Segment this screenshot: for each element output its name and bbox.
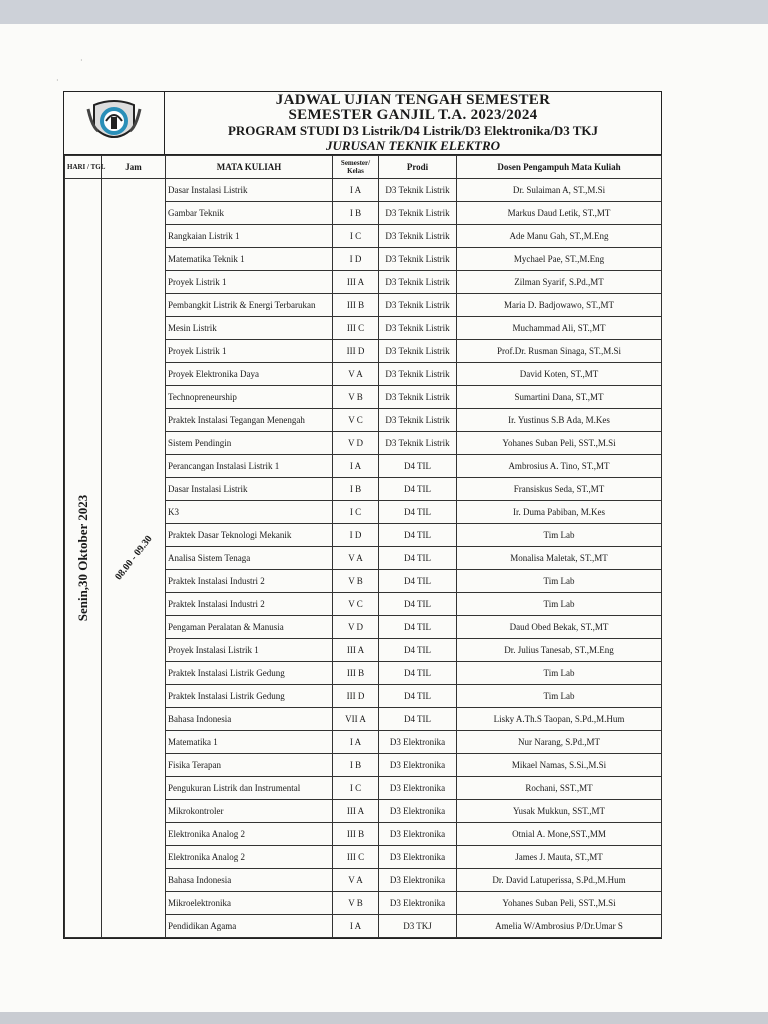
course-name: Mesin Listrik <box>166 317 333 340</box>
class: I B <box>333 202 379 225</box>
lecturer: Maria D. Badjowawo, ST.,MT <box>457 294 662 317</box>
lecturer: Tim Lab <box>457 524 662 547</box>
col-header-semester: Semester/ Kelas <box>333 156 379 179</box>
class: I D <box>333 248 379 271</box>
class: V D <box>333 616 379 639</box>
lecturer: Mikael Namas, S.Si.,M.Si <box>457 754 662 777</box>
class: V B <box>333 892 379 915</box>
study-program: D3 Teknik Listrik <box>379 179 457 202</box>
course-name: Bahasa Indonesia <box>166 708 333 731</box>
study-program: D4 TIL <box>379 708 457 731</box>
lecturer: Ir. Duma Pabiban, M.Kes <box>457 501 662 524</box>
course-name: Praktek Dasar Teknologi Mekanik <box>166 524 333 547</box>
course-name: Sistem Pendingin <box>166 432 333 455</box>
study-program: D3 Elektronika <box>379 731 457 754</box>
class: V B <box>333 570 379 593</box>
day-cell <box>65 179 102 938</box>
title-line-2: SEMESTER GANJIL T.A. 2023/2024 <box>288 107 538 123</box>
class: III A <box>333 800 379 823</box>
study-program: D4 TIL <box>379 570 457 593</box>
study-program: D3 Elektronika <box>379 892 457 915</box>
lecturer: Ambrosius A. Tino, ST.,MT <box>457 455 662 478</box>
lecturer: Yohanes Suban Peli, SST.,M.Si <box>457 892 662 915</box>
class: I A <box>333 915 379 938</box>
course-name: Proyek Listrik 1 <box>166 271 333 294</box>
course-name: Pendidikan Agama <box>166 915 333 938</box>
course-name: Praktek Instalasi Listrik Gedung <box>166 685 333 708</box>
study-program: D4 TIL <box>379 524 457 547</box>
lecturer: Mychael Pae, ST.,M.Eng <box>457 248 662 271</box>
study-program: D3 TKJ <box>379 915 457 938</box>
study-program: D3 Elektronika <box>379 800 457 823</box>
study-program: D3 Elektronika <box>379 777 457 800</box>
lecturer: Dr. Julius Tanesab, ST.,M.Eng <box>457 639 662 662</box>
lecturer: Zilman Syarif, S.Pd.,MT <box>457 271 662 294</box>
study-program: D3 Elektronika <box>379 846 457 869</box>
lecturer: David Koten, ST.,MT <box>457 363 662 386</box>
title-line-1: JADWAL UJIAN TENGAH SEMESTER <box>275 92 551 108</box>
course-name: Proyek Listrik 1 <box>166 340 333 363</box>
class: V B <box>333 386 379 409</box>
study-program: D3 Teknik Listrik <box>379 317 457 340</box>
lecturer: Yohanes Suban Peli, SST.,M.Si <box>457 432 662 455</box>
class: I C <box>333 225 379 248</box>
lecturer: Yusak Mukkun, SST.,MT <box>457 800 662 823</box>
lecturer: Ade Manu Gah, ST.,M.Eng <box>457 225 662 248</box>
col-header-prodi: Prodi <box>379 156 457 179</box>
time-cell <box>102 179 166 938</box>
lecturer: Amelia W/Ambrosius P/Dr.Umar S <box>457 915 662 938</box>
course-name: Praktek Instalasi Listrik Gedung <box>166 662 333 685</box>
course-name: Proyek Elektronika Daya <box>166 363 333 386</box>
study-program: D3 Teknik Listrik <box>379 432 457 455</box>
study-program: D4 TIL <box>379 501 457 524</box>
class: I C <box>333 777 379 800</box>
study-program: D4 TIL <box>379 662 457 685</box>
title-block <box>165 92 661 154</box>
course-name: Dasar Instalasi Listrik <box>166 478 333 501</box>
table-row <box>65 179 662 202</box>
class: I A <box>333 455 379 478</box>
class: III D <box>333 685 379 708</box>
institution-logo-icon <box>84 97 144 149</box>
scan-top-edge <box>0 0 768 24</box>
study-program: D3 Elektronika <box>379 754 457 777</box>
document-header <box>64 92 661 155</box>
study-program: D4 TIL <box>379 478 457 501</box>
col-header-dosen: Dosen Pengampuh Mata Kuliah <box>457 156 662 179</box>
exam-time: 08.00 - 09.30 <box>112 533 155 583</box>
course-name: Praktek Instalasi Industri 2 <box>166 570 333 593</box>
study-program: D4 TIL <box>379 455 457 478</box>
lecturer: Tim Lab <box>457 570 662 593</box>
course-name: Pengukuran Listrik dan Instrumental <box>166 777 333 800</box>
scan-speck: · <box>56 76 59 85</box>
course-name: Praktek Instalasi Tegangan Menengah <box>166 409 333 432</box>
class: III B <box>333 823 379 846</box>
exam-day: Senin,30 Oktober 2023 <box>75 494 90 622</box>
study-program: D3 Teknik Listrik <box>379 340 457 363</box>
class: III B <box>333 294 379 317</box>
course-name: Perancangan Instalasi Listrik 1 <box>166 455 333 478</box>
class: I A <box>333 179 379 202</box>
course-name: Gambar Teknik <box>166 202 333 225</box>
class: VII A <box>333 708 379 731</box>
lecturer: Dr. David Latuperissa, S.Pd.,M.Hum <box>457 869 662 892</box>
title-line-4: JURUSAN TEKNIK ELEKTRO <box>325 138 501 153</box>
study-program: D3 Elektronika <box>379 869 457 892</box>
class: I B <box>333 478 379 501</box>
course-name: Mikrokontroler <box>166 800 333 823</box>
class: V D <box>333 432 379 455</box>
course-name: Technopreneurship <box>166 386 333 409</box>
course-name: Elektronika Analog 2 <box>166 823 333 846</box>
study-program: D4 TIL <box>379 639 457 662</box>
class: I C <box>333 501 379 524</box>
class: I A <box>333 731 379 754</box>
class: V A <box>333 869 379 892</box>
course-name: Praktek Instalasi Industri 2 <box>166 593 333 616</box>
class: V A <box>333 363 379 386</box>
lecturer: Monalisa Maletak, ST.,MT <box>457 547 662 570</box>
logo-cell <box>64 92 165 154</box>
course-name: Matematika 1 <box>166 731 333 754</box>
schedule-body <box>65 179 662 938</box>
exam-schedule-document <box>63 91 662 939</box>
class: III A <box>333 639 379 662</box>
course-name: K3 <box>166 501 333 524</box>
course-name: Rangkaian Listrik 1 <box>166 225 333 248</box>
course-name: Dasar Instalasi Listrik <box>166 179 333 202</box>
lecturer: Otnial A. Mone,SST.,MM <box>457 823 662 846</box>
class: V C <box>333 409 379 432</box>
lecturer: Tim Lab <box>457 685 662 708</box>
lecturer: Markus Daud Letik, ST.,MT <box>457 202 662 225</box>
study-program: D3 Teknik Listrik <box>379 248 457 271</box>
class: III D <box>333 340 379 363</box>
course-name: Pembangkit Listrik & Energi Terbarukan <box>166 294 333 317</box>
study-program: D3 Elektronika <box>379 823 457 846</box>
course-name: Pengaman Peralatan & Manusia <box>166 616 333 639</box>
class: III A <box>333 271 379 294</box>
lecturer: Sumartini Dana, ST.,MT <box>457 386 662 409</box>
table-header-row <box>65 156 662 179</box>
course-name: Fisika Terapan <box>166 754 333 777</box>
lecturer: Lisky A.Th.S Taopan, S.Pd.,M.Hum <box>457 708 662 731</box>
study-program: D4 TIL <box>379 593 457 616</box>
study-program: D3 Teknik Listrik <box>379 363 457 386</box>
schedule-table <box>64 155 662 938</box>
class: I D <box>333 524 379 547</box>
lecturer: Muchammad Ali, ST.,MT <box>457 317 662 340</box>
scan-speck: · <box>80 56 83 65</box>
col-header-hari: HARI / TGL <box>65 156 102 179</box>
study-program: D4 TIL <box>379 547 457 570</box>
study-program: D3 Teknik Listrik <box>379 202 457 225</box>
class: V A <box>333 547 379 570</box>
lecturer: Tim Lab <box>457 593 662 616</box>
course-name: Mikroelektronika <box>166 892 333 915</box>
course-name: Bahasa Indonesia <box>166 869 333 892</box>
class: I B <box>333 754 379 777</box>
class: III C <box>333 317 379 340</box>
study-program: D3 Teknik Listrik <box>379 386 457 409</box>
lecturer: Nur Narang, S.Pd.,MT <box>457 731 662 754</box>
class: III B <box>333 662 379 685</box>
lecturer: Daud Obed Bekak, ST.,MT <box>457 616 662 639</box>
lecturer: Dr. Sulaiman A, ST.,M.Si <box>457 179 662 202</box>
scan-bottom-edge <box>0 1012 768 1024</box>
lecturer: James J. Mauta, ST.,MT <box>457 846 662 869</box>
study-program: D3 Teknik Listrik <box>379 409 457 432</box>
course-name: Elektronika Analog 2 <box>166 846 333 869</box>
col-header-mata-kuliah: MATA KULIAH <box>166 156 333 179</box>
study-program: D4 TIL <box>379 616 457 639</box>
study-program: D3 Teknik Listrik <box>379 225 457 248</box>
title-line-3: PROGRAM STUDI D3 Listrik/D4 Listrik/D3 Elektronika/D3 TKJ <box>227 123 599 138</box>
lecturer: Prof.Dr. Rusman Sinaga, ST.,M.Si <box>457 340 662 363</box>
course-name: Matematika Teknik 1 <box>166 248 333 271</box>
study-program: D3 Teknik Listrik <box>379 271 457 294</box>
lecturer: Tim Lab <box>457 662 662 685</box>
col-header-jam: Jam <box>102 156 166 179</box>
lecturer: Ir. Yustinus S.B Ada, M.Kes <box>457 409 662 432</box>
study-program: D4 TIL <box>379 685 457 708</box>
study-program: D3 Teknik Listrik <box>379 294 457 317</box>
course-name: Proyek Instalasi Listrik 1 <box>166 639 333 662</box>
class: III C <box>333 846 379 869</box>
lecturer: Rochani, SST.,MT <box>457 777 662 800</box>
lecturer: Fransiskus Seda, ST.,MT <box>457 478 662 501</box>
class: V C <box>333 593 379 616</box>
course-name: Analisa Sistem Tenaga <box>166 547 333 570</box>
